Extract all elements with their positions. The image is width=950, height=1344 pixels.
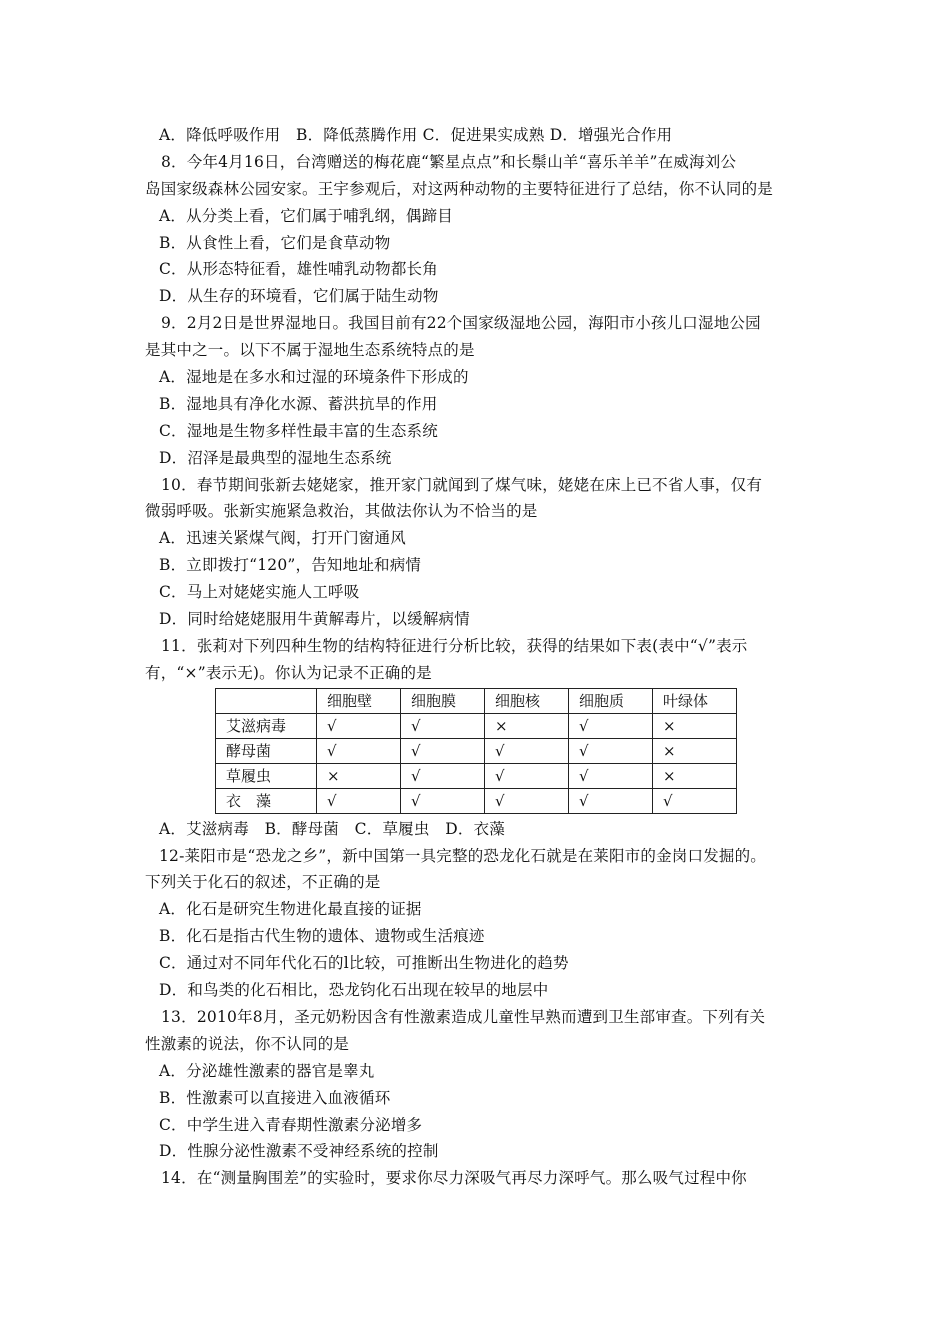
text-line: 下列关于化石的叙述，不正确的是: [145, 873, 381, 892]
text-line: 9．2月2日是世界湿地日。我国目前有22个国家级湿地公园，海阳市小孩儿口湿地公园: [161, 314, 761, 333]
organism-name-cell: 艾滋病毒: [216, 713, 317, 738]
text-line: C．从形态特征看，雄性哺乳动物都长角: [159, 260, 438, 279]
text-line: B．性激素可以直接进入血液循环: [159, 1088, 391, 1107]
text-line: D．同时给姥姥服用牛黄解毒片，以缓解病情: [159, 610, 470, 629]
organism-name-cell: 衣 藻: [216, 788, 317, 813]
text-line: 13．2010年8月，圣元奶粉因含有性激素造成儿童性早熟而遭到卫生部审查。下列有关: [161, 1007, 766, 1026]
table-cell: √: [485, 788, 569, 813]
table-row: [216, 763, 737, 788]
text-line: B．湿地具有净化水源、蓄洪抗旱的作用: [159, 394, 438, 413]
table-header-cell: 细胞核: [485, 688, 569, 713]
text-line: C．湿地是生物多样性最丰富的生态系统: [159, 421, 438, 440]
text-line: A．艾滋病毒 B．酵母菌 C．草履虫 D．衣藻: [159, 819, 505, 838]
text-line: B．从食性上看，它们是食草动物: [159, 233, 391, 252]
table-cell: √: [569, 788, 653, 813]
table-header-cell: [216, 688, 317, 713]
table-cell: √: [569, 738, 653, 763]
text-line: A．化石是研究生物进化最直接的证据: [159, 900, 422, 919]
table-header-cell: 叶绿体: [653, 688, 737, 713]
text-line: A．迅速关紧煤气阀，打开门窗通风: [159, 529, 406, 548]
text-line: C．马上对姥姥实施人工呼吸: [159, 583, 360, 602]
table-cell: √: [569, 713, 653, 738]
text-line: 岛国家级森林公园安家。王宇参观后，对这两种动物的主要特征进行了总结，你不认同的是: [145, 179, 774, 198]
text-line: 有，“×”表示无)。你认为记录不正确的是: [145, 663, 432, 682]
document-body: [145, 122, 810, 1192]
table-row: [216, 788, 737, 813]
table-cell: ×: [485, 713, 569, 738]
text-line: C．通过对不同年代化石的l比较，可推断出生物进化的趋势: [159, 954, 569, 973]
table-header-cell: 细胞膜: [401, 688, 485, 713]
question-block-top: [145, 122, 810, 687]
table-cell: √: [653, 788, 737, 813]
text-line: D．和鸟类的化石相比，恐龙钧化石出现在较早的地层中: [159, 981, 549, 1000]
text-line: B．立即拨打“120”，告知地址和病情: [159, 556, 422, 575]
text-line: D．从生存的环境看，它们属于陆生动物: [159, 287, 439, 306]
text-line: 是其中之一。以下不属于湿地生态系统特点的是: [145, 341, 475, 360]
table-cell: ×: [653, 763, 737, 788]
table-cell: ×: [653, 713, 737, 738]
text-line: 微弱呼吸。张新实施紧急救治，其做法你认为不恰当的是: [145, 502, 538, 521]
table-cell: √: [317, 738, 401, 763]
table-header-cell: 细胞质: [569, 688, 653, 713]
text-line: 10．春节期间张新去姥姥家，推开家门就闻到了煤气味，姥姥在床上已不省人事，仅有: [161, 475, 763, 494]
table-header-cell: 细胞壁: [317, 688, 401, 713]
table-cell: √: [401, 738, 485, 763]
cell-structure-table: [215, 688, 737, 814]
text-line: 14．在“测量胸围差”的实验时，要求你尽力深吸气再尽力深呼气。那么吸气过程中你: [161, 1169, 747, 1188]
table-cell: ×: [317, 763, 401, 788]
organism-name-cell: 草履虫: [216, 763, 317, 788]
table-row: [216, 713, 737, 738]
table-cell: ×: [653, 738, 737, 763]
table-cell: √: [485, 763, 569, 788]
table-cell: √: [317, 713, 401, 738]
text-line: 11．张莉对下列四种生物的结构特征进行分析比较，获得的结果如下表(表中“√”表示: [161, 636, 748, 655]
table-cell: √: [401, 713, 485, 738]
question-block-bottom: [145, 816, 810, 1192]
text-line: B．化石是指古代生物的遗体、遗物或生活痕迹: [159, 927, 485, 946]
table-cell: √: [401, 788, 485, 813]
table-cell: √: [317, 788, 401, 813]
table-header-row: [216, 688, 737, 713]
text-line: D．性腺分泌性激素不受神经系统的控制: [159, 1142, 439, 1161]
text-line: A．湿地是在多水和过湿的环境条件下形成的: [159, 368, 469, 387]
table-cell: √: [401, 763, 485, 788]
text-line: A．分泌雄性激素的器官是睾丸: [159, 1061, 375, 1080]
text-line: 8．今年4月16日，台湾赠送的梅花鹿“繁星点点”和长鬃山羊“喜乐羊羊”在威海刘公: [161, 152, 737, 171]
text-line: 12-莱阳市是“恐龙之乡”，新中国第一具完整的恐龙化石就是在莱阳市的金岗口发掘的。: [159, 846, 767, 865]
table-cell: √: [485, 738, 569, 763]
text-line: A．降低呼吸作用 B．降低蒸腾作用 C．促进果实成熟 D．增强光合作用: [159, 126, 673, 144]
table-cell: √: [569, 763, 653, 788]
text-line: D．沼泽是最典型的湿地生态系统: [159, 448, 392, 467]
organism-name-cell: 酵母菌: [216, 738, 317, 763]
text-line: C．中学生进入青春期性激素分泌增多: [159, 1115, 423, 1134]
text-line: 性激素的说法，你不认同的是: [145, 1034, 350, 1053]
table-row: [216, 738, 737, 763]
text-line: A．从分类上看，它们属于哺乳纲，偶蹄目: [159, 206, 453, 225]
